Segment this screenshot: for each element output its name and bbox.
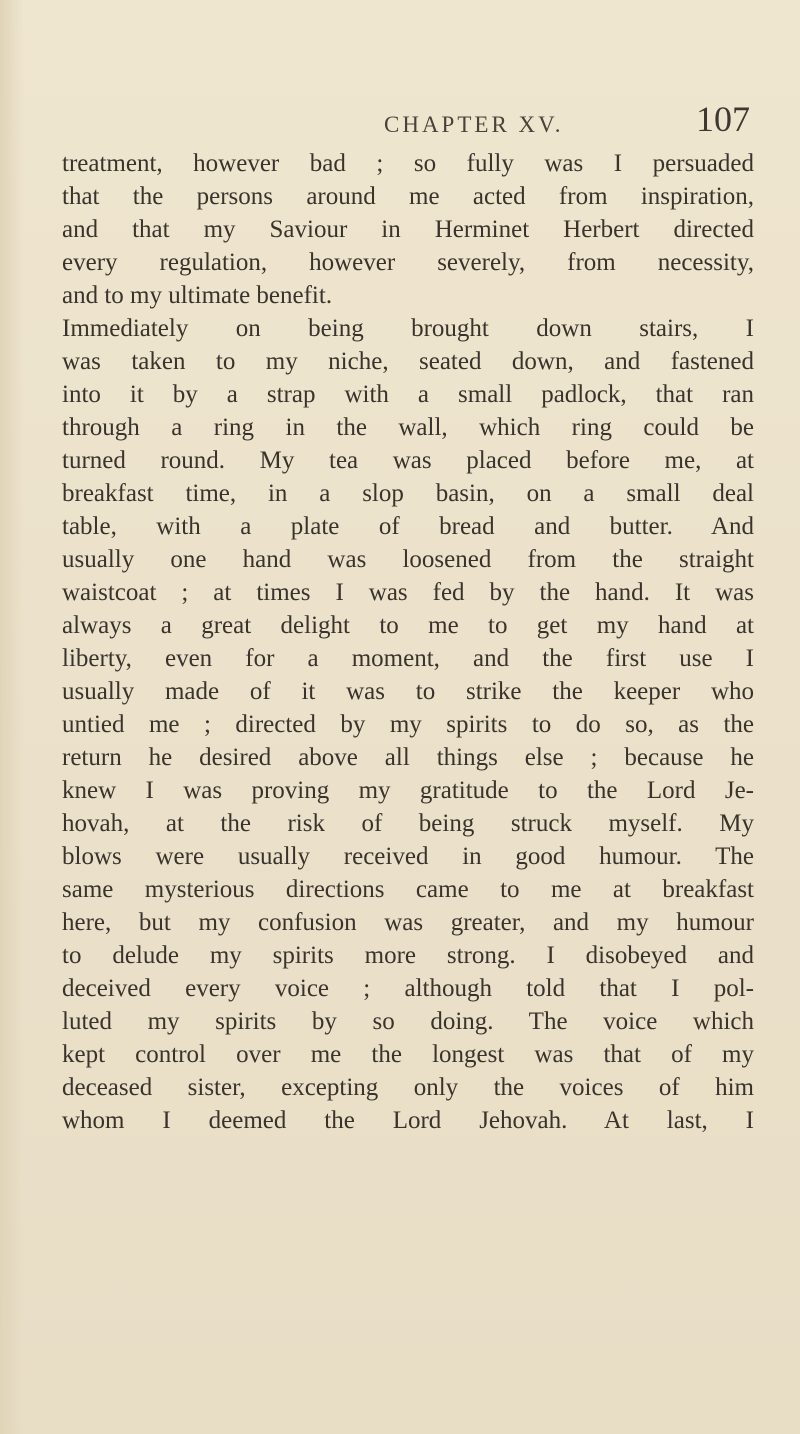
text-line: every regulation, however severely, from necessity, <box>62 249 754 276</box>
page-gutter-shadow <box>0 0 24 1434</box>
chapter-title: CHAPTER XV. <box>384 112 564 137</box>
text-line: always a great delight to me to get my hand at <box>62 612 754 639</box>
text-line: that the persons around me acted from inspiration, <box>62 183 754 210</box>
text-line: into it by a strap with a small padlock, that ran <box>62 381 754 408</box>
text-line: same mysterious directions came to me at breakfast <box>62 876 754 903</box>
text-line: turned round. My tea was placed before me, at <box>62 447 754 474</box>
text-line: knew I was proving my gratitude to the Lord Je- <box>62 777 754 804</box>
text-line: deceased sister, excepting only the voices of him <box>62 1074 754 1101</box>
text-line: through a ring in the wall, which ring could be <box>62 414 754 441</box>
text-line: return he desired above all things else ; because he <box>62 744 754 771</box>
text-line: treatment, however bad ; so fully was I persuaded <box>62 150 754 177</box>
text-line: liberty, even for a moment, and the first use I <box>62 645 754 672</box>
text-line: Immediately on being brought down stairs, I <box>62 315 754 342</box>
text-line: and that my Saviour in Herminet Herbert directed <box>62 216 754 243</box>
running-head <box>0 94 800 144</box>
text-line: blows were usually received in good humour. The <box>62 843 754 870</box>
text-line: kept control over me the longest was that of my <box>62 1041 754 1068</box>
text-line: usually made of it was to strike the keeper who <box>62 678 754 705</box>
page-number: 107 <box>696 99 750 139</box>
text-line: table, with a plate of bread and butter. And <box>62 513 754 540</box>
text-line: hovah, at the risk of being struck myself. My <box>62 810 754 837</box>
text-line: deceived every voice ; although told that I pol- <box>62 975 754 1002</box>
text-line: was taken to my niche, seated down, and fastened <box>62 348 754 375</box>
text-line: breakfast time, in a slop basin, on a small deal <box>62 480 754 507</box>
body-text <box>62 147 754 1137</box>
text-line: whom I deemed the Lord Jehovah. At last, I <box>62 1107 754 1134</box>
text-line: and to my ultimate benefit. <box>62 282 333 309</box>
text-line: untied me ; directed by my spirits to do so, as the <box>62 711 754 738</box>
text-line: to delude my spirits more strong. I disobeyed and <box>62 942 754 969</box>
text-line: usually one hand was loosened from the straight <box>62 546 754 573</box>
text-line: here, but my confusion was greater, and my humour <box>62 909 754 936</box>
text-line: luted my spirits by so doing. The voice which <box>62 1008 754 1035</box>
text-line: waistcoat ; at times I was fed by the hand. It was <box>62 579 754 606</box>
